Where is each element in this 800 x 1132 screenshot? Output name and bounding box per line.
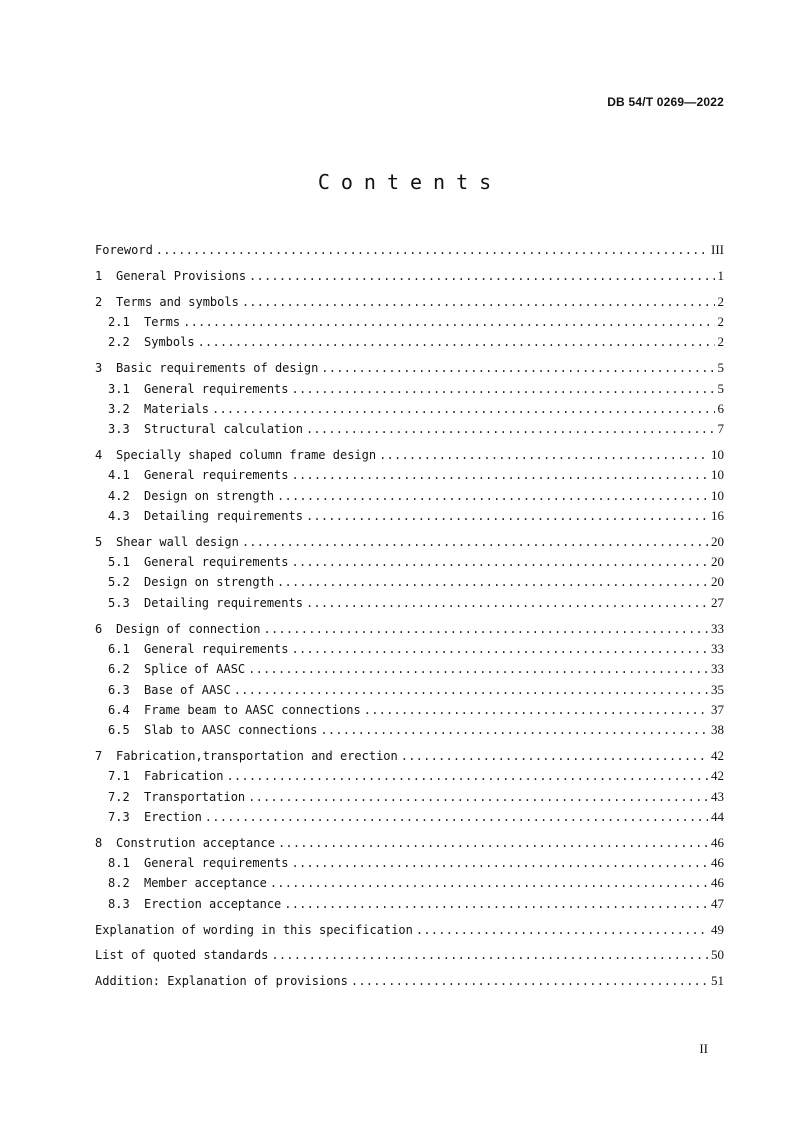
toc-subentry[interactable] — [95, 873, 724, 893]
toc-leader-dots — [212, 399, 714, 419]
toc-leader-dots — [277, 486, 708, 506]
toc-subentry[interactable] — [95, 312, 724, 332]
toc-entry-label: Frame beam to AASC connections — [144, 702, 361, 717]
toc-subentry[interactable] — [95, 700, 724, 720]
toc-entry-page: 20 — [711, 554, 724, 570]
toc-entry[interactable] — [95, 240, 724, 260]
toc-entry-title — [108, 593, 303, 613]
toc-entry-number: 4 — [95, 448, 103, 463]
toc-entry-title — [108, 680, 231, 700]
toc-entry-title — [108, 399, 209, 419]
toc-entry-label: General requirements — [144, 641, 289, 656]
toc-entry-title — [95, 971, 348, 991]
toc-leader-dots — [156, 240, 708, 260]
toc-entry-title — [108, 894, 281, 914]
toc-subentry[interactable] — [95, 807, 724, 827]
toc-entry-label: Terms — [144, 315, 181, 330]
toc-leader-dots — [249, 266, 714, 286]
toc-leader-dots — [242, 292, 715, 312]
toc-entry-label: Design on strength — [144, 488, 275, 503]
toc-subentry[interactable] — [95, 486, 724, 506]
toc-entry-label: General requirements — [144, 468, 289, 483]
toc-leader-dots — [379, 445, 708, 465]
toc-entry[interactable] — [95, 292, 724, 312]
toc-entry-page: 33 — [711, 620, 724, 636]
toc-entry-page: 47 — [711, 895, 724, 911]
toc-entry-title — [95, 445, 376, 465]
toc-entry-page: 35 — [711, 681, 724, 697]
toc-leader-dots — [320, 720, 708, 740]
toc-entry-label: Fabrication — [144, 769, 224, 784]
toc-entry-title — [108, 552, 289, 572]
toc-entry-label: Basic requirements of design — [116, 361, 319, 376]
toc-entry-label: Detailing requirements — [144, 508, 303, 523]
toc-entry-title — [108, 873, 267, 893]
toc-entry-label: Shear wall design — [116, 534, 239, 549]
toc-entry-label: Erection — [144, 809, 202, 824]
toc-leader-dots — [277, 572, 708, 592]
toc-entry-number: 3 — [95, 361, 103, 376]
toc-entry-title — [108, 700, 361, 720]
toc-entry-label: Fabrication,transportation and erection — [116, 748, 398, 763]
toc-entry-title — [108, 853, 289, 873]
toc-leader-dots — [264, 619, 709, 639]
toc-leader-dots — [292, 465, 709, 485]
toc-entry-number: 2.2 — [108, 335, 130, 350]
toc-entry-title — [108, 659, 245, 679]
toc-entry-label: Detailing requirements — [144, 595, 303, 610]
toc-subentry[interactable] — [95, 593, 724, 613]
toc-entry-page: 2 — [717, 314, 724, 330]
toc-entry-number: 6 — [95, 621, 103, 636]
toc-entry-number: 6.1 — [108, 641, 130, 656]
toc-leader-dots — [270, 873, 708, 893]
standard-number: DB 54/T 0269—2022 — [607, 95, 724, 109]
toc-entry-title — [108, 572, 274, 592]
toc-entry-label: General requirements — [144, 555, 289, 570]
toc-subentry[interactable] — [95, 379, 724, 399]
toc-entry-number: 6.4 — [108, 702, 130, 717]
toc-entry-title — [108, 639, 289, 659]
toc-entry-number: 4.3 — [108, 508, 130, 523]
toc-entry-number: 5.1 — [108, 555, 130, 570]
toc-leader-dots — [284, 894, 708, 914]
toc-entry[interactable] — [95, 971, 724, 991]
toc-entry-label: Base of AASC — [144, 682, 231, 697]
toc-entry-label: Design of connection — [116, 621, 261, 636]
toc-entry-page: 2 — [717, 293, 724, 309]
toc-entry-label: Member acceptance — [144, 876, 267, 891]
toc-entry[interactable] — [95, 266, 724, 286]
toc-leader-dots — [416, 920, 708, 940]
toc-entry-title — [95, 833, 275, 853]
toc-entry-number: 6.5 — [108, 723, 130, 738]
toc-subentry[interactable] — [95, 787, 724, 807]
toc-entry-page: 16 — [711, 507, 724, 523]
toc-entry-title — [108, 766, 223, 786]
toc-entry-page: 20 — [711, 574, 724, 590]
toc-leader-dots — [278, 833, 708, 853]
toc-entry-number: 2.1 — [108, 315, 130, 330]
toc-entry-number: 3.2 — [108, 401, 130, 416]
toc-entry-title — [95, 292, 239, 312]
toc-leader-dots — [205, 807, 708, 827]
toc-entry-number: 6.3 — [108, 682, 130, 697]
toc-leader-dots — [198, 332, 715, 352]
toc-entry-label: Specially shaped column frame design — [116, 448, 377, 463]
toc-subentry[interactable] — [95, 332, 724, 352]
toc-entry-label: Design on strength — [144, 575, 275, 590]
toc-entry-page: 33 — [711, 640, 724, 656]
toc-leader-dots — [248, 787, 708, 807]
toc-entry-number: 4.2 — [108, 488, 130, 503]
toc-entry-number: 5.2 — [108, 575, 130, 590]
toc-entry-page: 5 — [717, 380, 724, 396]
table-of-contents — [95, 240, 724, 992]
toc-subentry[interactable] — [95, 659, 724, 679]
toc-leader-dots — [401, 746, 708, 766]
toc-entry-label: Splice of AASC — [144, 662, 246, 677]
toc-leader-dots — [242, 532, 708, 552]
toc-leader-dots — [183, 312, 714, 332]
toc-entry-page: 7 — [717, 421, 724, 437]
toc-leader-dots — [248, 659, 708, 679]
toc-entry[interactable] — [95, 358, 724, 378]
toc-subentry[interactable] — [95, 572, 724, 592]
toc-entry-title — [108, 787, 245, 807]
toc-entry-number: 5.3 — [108, 595, 130, 610]
toc-entry-title — [95, 358, 318, 378]
toc-entry-label: Addition: Explanation of provisions — [95, 974, 348, 989]
toc-entry-page: 20 — [711, 533, 724, 549]
toc-entry-title — [95, 266, 246, 286]
toc-entry-page: III — [711, 242, 724, 257]
toc-entry-label: Symbols — [144, 335, 195, 350]
toc-subentry[interactable] — [95, 399, 724, 419]
toc-leader-dots — [321, 358, 714, 378]
toc-entry-title — [108, 506, 303, 526]
toc-entry-number: 6.2 — [108, 662, 130, 677]
toc-entry-page: 38 — [711, 722, 724, 738]
toc-entry-title — [95, 945, 268, 965]
toc-leader-dots — [292, 379, 715, 399]
toc-leader-dots — [351, 971, 708, 991]
toc-entry-page: 33 — [711, 661, 724, 677]
toc-leader-dots — [292, 552, 709, 572]
toc-entry-label: Terms and symbols — [116, 294, 239, 309]
toc-entry-number: 5 — [95, 534, 103, 549]
toc-entry-title — [95, 532, 239, 552]
toc-leader-dots — [271, 945, 708, 965]
toc-entry-title — [95, 920, 413, 940]
toc-entry-number: 3.1 — [108, 381, 130, 396]
toc-entry-page: 50 — [711, 947, 724, 963]
toc-entry-title — [108, 465, 289, 485]
toc-entry-title — [95, 240, 153, 260]
toc-entry-label: Slab to AASC connections — [144, 723, 318, 738]
page-title: Contents — [317, 170, 503, 194]
toc-entry-label: General Provisions — [116, 268, 247, 283]
toc-entry-title — [108, 419, 303, 439]
toc-entry-page: 5 — [717, 360, 724, 376]
toc-entry-page: 10 — [711, 487, 724, 503]
toc-leader-dots — [292, 639, 709, 659]
toc-subentry[interactable] — [95, 853, 724, 873]
toc-entry-title — [95, 746, 398, 766]
toc-entry-page: 10 — [711, 447, 724, 463]
toc-entry-page: 1 — [717, 267, 724, 283]
toc-entry-label: Erection acceptance — [144, 896, 282, 911]
toc-entry-label: Constrution acceptance — [116, 835, 275, 850]
toc-entry-label: General requirements — [144, 856, 289, 871]
toc-subentry[interactable] — [95, 720, 724, 740]
toc-entry-number: 7.3 — [108, 809, 130, 824]
toc-entry-label: Materials — [144, 401, 210, 416]
toc-subentry[interactable] — [95, 552, 724, 572]
toc-entry-number: 8.1 — [108, 856, 130, 871]
toc-entry-page: 43 — [711, 788, 724, 804]
toc-entry-page: 44 — [711, 808, 724, 824]
toc-leader-dots — [306, 419, 715, 439]
toc-entry[interactable] — [95, 920, 724, 940]
toc-subentry[interactable] — [95, 766, 724, 786]
toc-entry[interactable] — [95, 945, 724, 965]
toc-entry-title — [108, 486, 274, 506]
toc-subentry[interactable] — [95, 465, 724, 485]
toc-entry-page: 46 — [711, 875, 724, 891]
toc-subentry[interactable] — [95, 894, 724, 914]
toc-entry[interactable] — [95, 833, 724, 853]
toc-leader-dots — [306, 593, 708, 613]
toc-entry-page: 27 — [711, 594, 724, 610]
toc-entry-number: 3.3 — [108, 422, 130, 437]
toc-entry-number: 7 — [95, 748, 103, 763]
toc-entry-page: 42 — [711, 747, 724, 763]
toc-subentry[interactable] — [95, 419, 724, 439]
toc-entry[interactable] — [95, 619, 724, 639]
toc-entry-number: 8.2 — [108, 876, 130, 891]
toc-subentry[interactable] — [95, 506, 724, 526]
toc-entry-label: Structural calculation — [144, 422, 303, 437]
toc-leader-dots — [364, 700, 708, 720]
toc-entry-number: 2 — [95, 294, 103, 309]
toc-entry-page: 46 — [711, 834, 724, 850]
toc-entry-number: 4.1 — [108, 468, 130, 483]
toc-entry-page: 51 — [711, 973, 724, 989]
toc-entry-label: List of quoted standards — [95, 948, 269, 963]
toc-entry[interactable] — [95, 746, 724, 766]
toc-entry-page: 37 — [711, 701, 724, 717]
toc-entry-title — [108, 312, 180, 332]
toc-entry-page: 2 — [717, 334, 724, 350]
toc-leader-dots — [226, 766, 708, 786]
toc-subentry[interactable] — [95, 680, 724, 700]
toc-entry-label: Explanation of wording in this specification — [95, 922, 413, 937]
toc-entry-label: Foreword — [95, 243, 153, 257]
toc-entry-label: General requirements — [144, 381, 289, 396]
toc-entry-page: 46 — [711, 855, 724, 871]
toc-entry-number: 8.3 — [108, 896, 130, 911]
toc-entry-title — [108, 332, 195, 352]
toc-leader-dots — [234, 680, 708, 700]
toc-entry-number: 7.1 — [108, 769, 130, 784]
toc-entry-title — [108, 807, 202, 827]
toc-entry-page: 6 — [717, 400, 724, 416]
toc-entry-label: Transportation — [144, 789, 246, 804]
toc-subentry[interactable] — [95, 639, 724, 659]
toc-leader-dots — [292, 853, 709, 873]
toc-entry-title — [108, 379, 289, 399]
page-number: II — [699, 1041, 708, 1056]
toc-leader-dots — [306, 506, 708, 526]
toc-entry-number: 8 — [95, 835, 103, 850]
toc-entry[interactable] — [95, 445, 724, 465]
toc-entry-title — [95, 619, 261, 639]
toc-entry-page: 10 — [711, 467, 724, 483]
toc-entry[interactable] — [95, 532, 724, 552]
toc-entry-page: 42 — [711, 768, 724, 784]
toc-entry-number: 7.2 — [108, 789, 130, 804]
toc-entry-page: 49 — [711, 921, 724, 937]
toc-entry-number: 1 — [95, 268, 103, 283]
toc-entry-title — [108, 720, 317, 740]
